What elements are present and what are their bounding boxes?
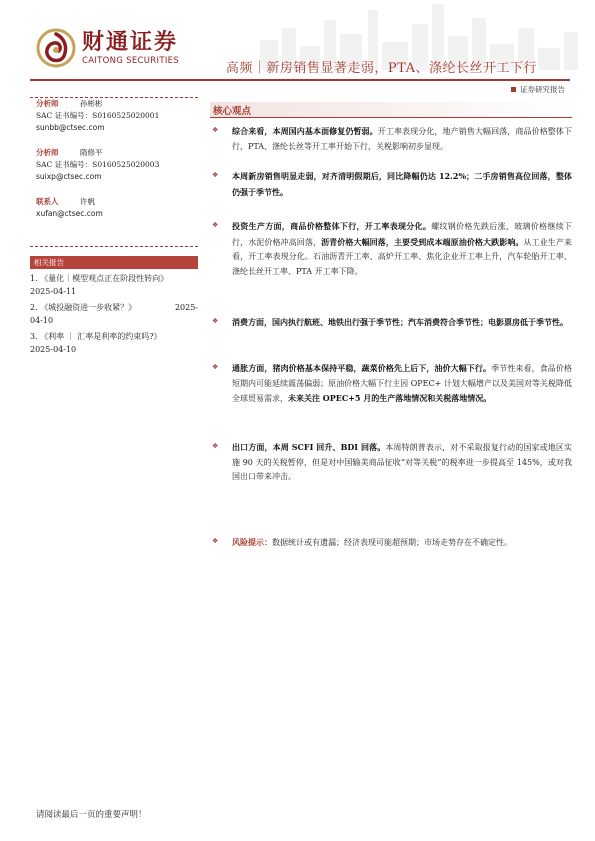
related-report-item[interactable] [30,331,198,356]
bullet-text: 螺纹钢价格先跌后涨，玻璃价格继续下行，水泥价格冲高回落， [232,222,573,247]
page-header [0,0,595,92]
analyst-email[interactable]: sunbb@ctsec.com [36,123,105,132]
related-report-index: 1. [30,274,38,283]
core-views-heading-bar [210,102,572,118]
diamond-bullet-icon: ❖ [212,317,219,325]
bullet-bold: 消费方面，国内执行航班、地铁出行强于季节性；汽车消费符合季节性；电影票房低于季节性。 [232,317,568,327]
related-report-date: 2025-04-10 [30,344,77,354]
square-bullet-icon [511,87,516,92]
diamond-bullet-icon: ❖ [212,221,219,229]
core-bullet [210,440,572,485]
bullet-bold: 综合来看，本周国内基本面修复仍暂弱。 [232,126,378,136]
report-type-label [511,84,565,95]
bullet-bold: 本周新房销售明显走弱，对齐清明假期后，同比降幅仍达 12.2%；二手房销售高位回落，整体仍强于季节性。 [232,171,572,197]
analyst-cert: SAC 证书编号：S0160525020003 [36,160,160,169]
related-report-index: 2. [30,303,38,312]
related-report-title: 《城投融资进一步收紧？》 [40,303,137,312]
report-title: 高频｜新房销售显著走弱，PTA、涤纶长丝开工下行 [225,61,537,76]
core-bullet [210,315,572,331]
bullet-text: 季节性来看，食品价格短期内可能延续震荡偏弱；原油价格大幅下行主因 OPEC+ 计划大幅增产以及美国对等关税降低全球贸易需求， [232,364,573,404]
related-report-item[interactable] [30,302,198,327]
analyst-card [36,97,206,134]
logo-english-name: CAITONG SECURITIES [82,55,179,66]
logo-emblem-icon [36,28,76,68]
contact-role: 联系人 [36,197,59,206]
core-bullet [210,361,572,407]
analyst-cert: SAC 证书编号：S0160525020001 [36,111,160,120]
bullet-bold: 出口方面，本周 SCFI 回升、BDI 回落。 [232,442,386,452]
analyst-card [36,146,206,183]
core-bullet [210,124,572,154]
company-logo [36,28,179,68]
header-divider [30,79,570,81]
related-report-date: 2025-04-11 [30,286,77,296]
risk-bullet [210,535,572,551]
related-report-date: 04-10 [30,315,54,325]
bullet-bold: 投资生产方面，商品价格整体下行，开工率表现分化。 [232,221,432,231]
risk-heading: 风险提示： [232,537,272,547]
disclaimer-note: 请阅读最后一页的重要声明！ [36,810,147,820]
diamond-bullet-icon: ❖ [212,363,219,371]
diamond-bullet-icon: ❖ [212,126,219,134]
analyst-name: 隋修平 [80,148,103,157]
bullet-bold: 通胀方面，猪肉价格基本保持平稳，蔬菜价格先上后下，油价大幅下行。 [232,363,492,373]
core-bullet [210,169,572,200]
core-views-heading: 核心观点 [213,105,252,117]
related-reports-heading: 相关报告 [30,256,198,269]
contact-card [36,195,206,220]
related-report-title: 《量化｜模型观点正在阶段性转向》 [40,274,169,283]
analyst-sidebar [36,97,206,232]
bullet-text: 本周特朗普表示，对不采取报复行动的国家或地区实施 90 天的关税暂停，但是对中国输美商品征收“对等关税”的税率进一步提高至 145%，或对我国出口带来冲击。 [232,443,572,482]
bullet-bold: 未来关注 OPEC+5 月的生产落地情况和关税落地情况。 [288,393,492,404]
related-report-index: 3. [30,332,38,341]
core-views-section [210,102,572,118]
logo-chinese-name: 财通证券 [82,29,179,55]
diamond-bullet-icon: ❖ [212,171,219,179]
bullet-text: 开工率表现分化，地产销售大幅回落，商品价格整体下行，PTA、涤纶长丝等开工率开始下行，关税影响初步显现。 [232,127,573,151]
analyst-role: 分析师 [36,148,59,157]
bullet-text: 从工业生产来看，开工率表现分化。石油沥青开工率、高炉开工率、焦化企业开工率上升，汽车轮胎开工率、涤纶长丝开工率、PTA 开工率下降。 [232,237,573,276]
analyst-name: 孙彬彬 [80,99,103,108]
report-type-text: 证券研究报告 [520,85,565,94]
related-report-item[interactable] [30,273,198,298]
related-report-title: 《利率 ｜ 汇率是利率的约束吗?》 [40,332,162,341]
analyst-role: 分析师 [36,99,59,108]
diamond-bullet-icon: ❖ [212,537,219,545]
related-report-date-head: 2025- [174,303,198,312]
contact-email[interactable]: xufan@ctsec.com [36,209,103,218]
diamond-bullet-icon: ❖ [212,442,219,450]
sidebar-divider [30,246,198,247]
contact-name: 许帆 [80,197,95,206]
core-bullet [210,219,572,279]
risk-text: 数据统计或有遗漏；经济表现可能超预期；市场走势存在不确定性。 [272,538,512,547]
related-reports [30,256,198,356]
bullet-bold: 沥青价格大幅回落，主要受到成本端原油价格大跌影响。 [321,236,524,247]
analyst-email[interactable]: suixp@ctsec.com [36,172,102,181]
